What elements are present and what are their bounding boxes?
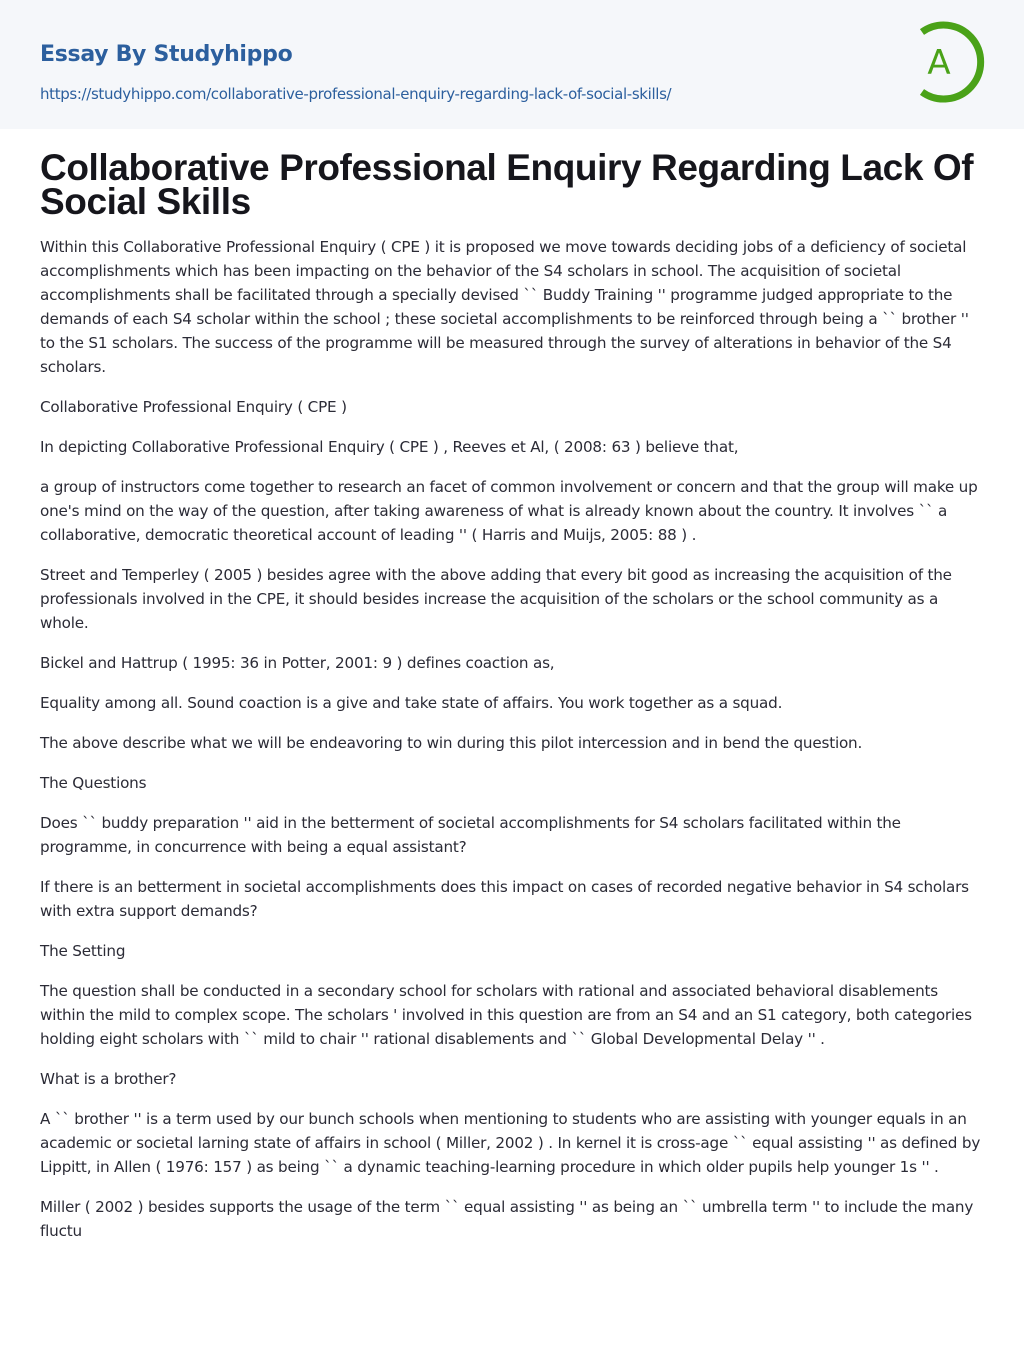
site-header	[0, 0, 1024, 129]
section-heading-cpe: Collaborative Professional Enquiry ( CPE )	[40, 398, 347, 416]
studyhippo-logo-icon[interactable]	[906, 18, 990, 106]
brand-title: Essay By Studyhippo	[40, 42, 293, 67]
paragraph-truncated: Miller ( 2002 ) besides supports the usage of the term `` equal assisting '' as being an `` umbrella term '' to include the many fluctu	[40, 1198, 974, 1240]
section-heading-questions: The Questions	[40, 774, 147, 792]
paragraph: A `` brother '' is a term used by our bunch schools when mentioning to students who are assisting with younger equals in an academic or societal larning state of affairs in school ( Miller, 2002 ) . In kernel it is cross-age `` equal assisting '' as defined by Lippitt, in Allen ( 1976: 157 ) as being `` a dynamic teaching-learning procedure in which older pupils help younger 1s '' .	[40, 1110, 981, 1176]
paragraph: Bickel and Hattrup ( 1995: 36 in Potter, 2001: 9 ) defines coaction as,	[40, 654, 555, 672]
page-title: Collaborative Professional Enquiry Regarding Lack Of Social Skills	[40, 147, 974, 222]
section-heading-setting: The Setting	[40, 942, 126, 960]
paragraph: Street and Temperley ( 2005 ) besides agree with the above adding that every bit good as increasing the acquisition of the professionals involved in the CPE, it should besides increase the acquisition of the scholars or the school community as a whole.	[40, 566, 952, 632]
essay-body	[40, 235, 984, 1243]
essay-content	[0, 129, 1024, 1243]
paragraph: The question shall be conducted in a secondary school for scholars with rational and associated behavioral disablements within the mild to complex scope. The scholars ' involved in this question are from an S4 and an S1 category, both categories holding eight scholars with `` mild to chair '' rational disablements and `` Global Developmental Delay '' .	[40, 982, 972, 1048]
paragraph-quote: Equality among all. Sound coaction is a give and take state of affairs. You work together as a squad.	[40, 694, 783, 712]
source-url-link[interactable]: https://studyhippo.com/collaborative-professional-enquiry-regarding-lack-of-social-skills/	[40, 85, 672, 103]
logo-letter: A	[927, 43, 951, 83]
paragraph-question-2: If there is an betterment in societal accomplishments does this impact on cases of recorded negative behavior in S4 scholars with extra support demands?	[40, 878, 969, 920]
paragraph-question-1: Does `` buddy preparation '' aid in the betterment of societal accomplishments for S4 scholars facilitated within the programme, in concurrence with being a equal assistant?	[40, 814, 901, 856]
paragraph: In depicting Collaborative Professional Enquiry ( CPE ) , Reeves et Al, ( 2008: 63 ) believe that,	[40, 438, 739, 456]
section-heading-brother: What is a brother?	[40, 1070, 177, 1088]
paragraph: The above describe what we will be endeavoring to win during this pilot intercession and in bend the question.	[40, 734, 863, 752]
paragraph-intro: Within this Collaborative Professional Enquiry ( CPE ) it is proposed we move towards deciding jobs of a deficiency of societal accomplishments which has been impacting on the behavior of the S4 scholars in school. The acquisition of societal accomplishments shall be facilitated through a specially devised `` Buddy Training '' programme judged appropriate to the demands of each S4 scholar within the school ; these societal accomplishments to be reinforced through being a `` brother '' to the S1 scholars. The success of the programme will be measured through the survey of alterations in behavior of the S4 scholars.	[40, 238, 969, 376]
paragraph-quote: a group of instructors come together to research an facet of common involvement or concern and that the group will make up one's mind on the way of the question, after taking awareness of what is already known about the country. It involves `` a collaborative, democratic theoretical account of leading '' ( Harris and Muijs, 2005: 88 ) .	[40, 478, 978, 544]
